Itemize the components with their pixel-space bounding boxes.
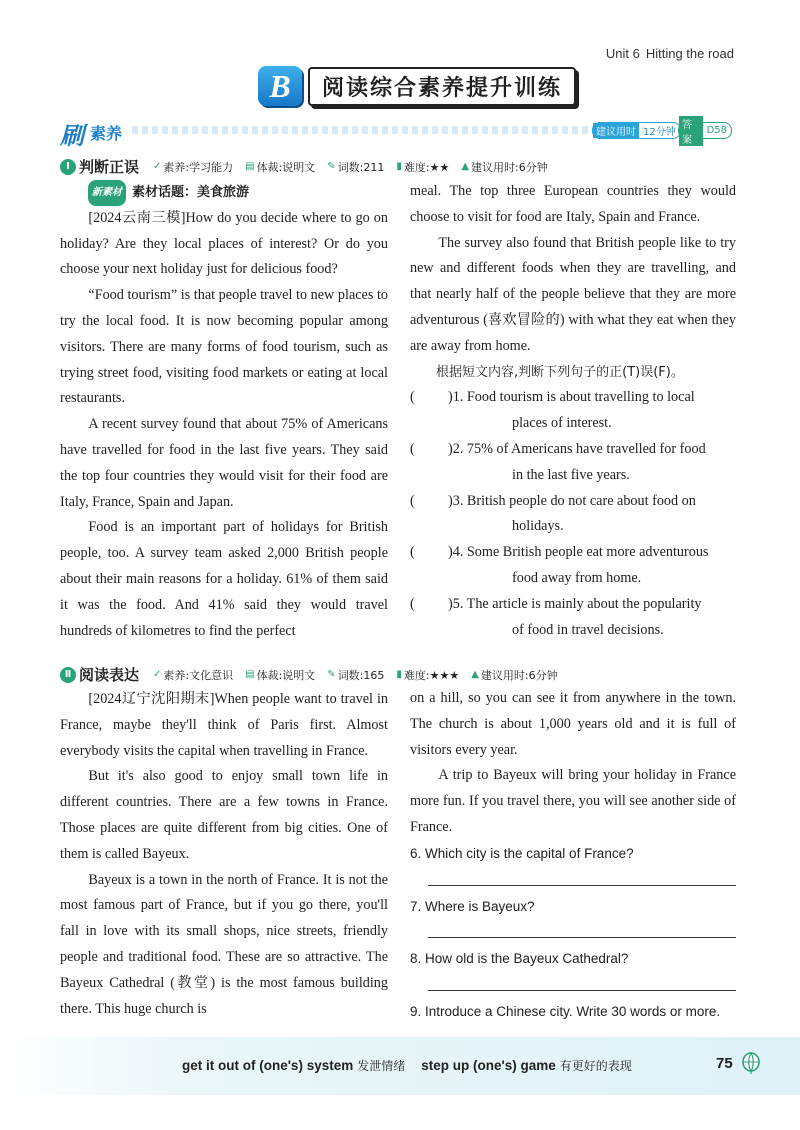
- bars-icon: ▮: [396, 669, 402, 680]
- time-label: 建议用时: [593, 123, 639, 138]
- section1-number: Ⅰ: [60, 159, 76, 175]
- question-text: British people do not care about food on: [466, 492, 696, 509]
- question-number: )1.: [448, 389, 464, 406]
- answer-paren[interactable]: (: [410, 389, 415, 406]
- section-bar: [60, 116, 732, 150]
- question-text-cont: of food in travel decisions.: [512, 621, 664, 638]
- meta-item: [327, 159, 384, 175]
- answer-line[interactable]: [428, 937, 736, 938]
- unit-number: Unit 6: [605, 46, 640, 61]
- tf-question: [410, 489, 736, 541]
- meta-text: 建议用时:6分钟: [471, 160, 548, 174]
- meta-item: [153, 159, 233, 175]
- meta-text: 难度:★★: [403, 160, 450, 174]
- answer-line[interactable]: [428, 990, 736, 991]
- time-value: 12分钟: [643, 127, 676, 138]
- pen-icon: ✎: [327, 161, 336, 172]
- answer-paren[interactable]: (: [410, 544, 415, 561]
- meta-text: 素养:学习能力: [163, 160, 234, 174]
- title-text: 阅读综合素养提升训练: [308, 67, 576, 106]
- tf-question: [410, 385, 736, 437]
- leaf-icon: ✓: [153, 669, 162, 680]
- new-material-badge: 新素材: [88, 180, 126, 206]
- paragraph: A recent survey found that about 75% of Americans have travelled for food in the last five years. They said the top four countries they would visit for their food are Italy, France, Spain and Japan.: [60, 416, 388, 510]
- phrase-2-cn: 有更好的表现: [559, 1059, 632, 1073]
- leaf-icon: ✓: [153, 161, 162, 172]
- book-icon: ▤: [245, 669, 255, 680]
- answer-paren[interactable]: (: [410, 492, 415, 509]
- section1-left-column: [60, 180, 388, 644]
- section1-right-column: [410, 179, 736, 643]
- tf-question: [410, 540, 736, 592]
- paragraph: “Food tourism” is that people travel to new places to try the local food. It is now becoming popular among visitors. There are many forms of food tourism, such as trying street food, visiting food markets or eating at local restaurants.: [60, 287, 388, 407]
- topic-line: [88, 180, 388, 206]
- paragraph: The survey also found that British people like to try new and different foods when they are travelling, and that nearly half of the people believe that they are more adventurous (喜欢冒险的) with what they eat when they are away from home.: [410, 234, 736, 354]
- section2-head: [60, 664, 570, 685]
- question-text: Food tourism is about travelling to local: [466, 389, 695, 406]
- section2-right-column: [410, 686, 736, 1052]
- question-text-cont: places of interest.: [512, 415, 612, 432]
- meta-text: 体裁:说明文: [256, 668, 316, 682]
- meta-item: [396, 667, 459, 683]
- answer-line[interactable]: [428, 885, 736, 886]
- paragraph: Bayeux is a town in the north of France. It is not the most famous part of France, but if you go there, you'll fall in love with its small shops, nice streets, friendly people and traditional food. These are so attractive. The Bayeux Cathedral (教堂) is the most famous building there. This huge church is: [60, 871, 388, 1017]
- meta-text: 建议用时:6分钟: [480, 668, 558, 682]
- paragraph: on a hill, so you can see it from anywhere in the town. The church is about 1,000 years old and it is full of visitors every year.: [410, 690, 736, 758]
- phrase-1-cn: 发泄情绪: [357, 1059, 406, 1073]
- title-letter-badge: B: [258, 66, 302, 106]
- topic-text: 素材话题：美食旅游: [132, 185, 250, 200]
- paragraph: Food is an important part of holidays for British people, too. A survey team asked 2,000 British people about their main reasons for a holiday. 61% of them said it was the food. And 41% said they would travel hundreds of kilometres to find the perfect: [60, 519, 388, 639]
- meta-item: [153, 667, 233, 683]
- question-text: Some British people eat more adventurous: [466, 544, 709, 561]
- question-number: )3.: [448, 492, 464, 509]
- question-text: 75% of Americans have travelled for food: [466, 440, 706, 457]
- page-number: 75: [716, 1055, 733, 1072]
- question-number: )2.: [448, 440, 464, 457]
- phrase-1: get it out of (one's) system: [182, 1058, 354, 1073]
- answer-paren[interactable]: (: [410, 440, 415, 457]
- open-question: 9. Introduce a Chinese city. Write 30 words or more.: [410, 1004, 721, 1020]
- meta-text: 词数:165: [337, 668, 385, 682]
- section2-left-column: [60, 687, 388, 1022]
- answer-value: D58: [706, 125, 727, 136]
- paragraph: [2024云南三模]How do you decide where to go on holiday? Are they local places of interest? Or do you choose your next holiday just for delicious food?: [60, 209, 388, 278]
- meta-text: 体裁:说明文: [256, 160, 316, 174]
- open-question: 7. Where is Bayeux?: [410, 898, 535, 914]
- paragraph: [2024辽宁沈阳期末]When people want to travel in France, maybe they'll think of Paris first. Almost everybody visits the capital when travelling in France.: [60, 691, 388, 759]
- question-text-cont: in the last five years.: [512, 466, 630, 483]
- question-number: )5.: [448, 595, 464, 612]
- paragraph: But it's also good to enjoy small town life in different countries. There are a few towns in France. Those places are quite different from big cities. One of them is called Bayeux.: [60, 768, 388, 862]
- section1-head: [60, 156, 560, 177]
- meta-item: [461, 159, 547, 175]
- meta-text: 难度:★★★: [403, 668, 460, 682]
- bars-icon: ▮: [396, 161, 402, 172]
- footer-phrases: [182, 1057, 648, 1074]
- unit-title: Hitting the road: [645, 46, 734, 61]
- meta-text: 素养:文化意识: [163, 668, 234, 682]
- meta-item: [396, 159, 449, 175]
- pen-icon: ✎: [327, 669, 336, 680]
- section2-title: 阅读表达: [79, 666, 140, 684]
- answer-label: 答案: [679, 116, 703, 146]
- phrase-2: step up (one's) game: [421, 1058, 556, 1073]
- tf-question: [410, 437, 736, 489]
- page-footer: [0, 1037, 800, 1095]
- meta-text: 词数:211: [337, 160, 385, 174]
- unit-label: [606, 46, 734, 61]
- open-question: 6. Which city is the capital of France?: [410, 845, 634, 861]
- meta-item: [245, 667, 315, 683]
- section1-title: 判断正误: [79, 158, 140, 176]
- question-text: The article is mainly about the popularity: [466, 595, 702, 612]
- meta-item: [471, 667, 557, 683]
- open-question: 8. How old is the Bayeux Cathedral?: [410, 951, 629, 967]
- meta-item: [245, 159, 315, 175]
- paragraph: meal. The top three European countries they would choose to visit for food are Italy, Spain and France.: [410, 183, 736, 225]
- question-text-cont: food away from home.: [512, 569, 642, 586]
- question-number: )4.: [448, 544, 464, 561]
- decorative-stripes: [132, 126, 644, 134]
- person-icon: ▲: [471, 669, 479, 680]
- person-icon: ▲: [461, 161, 470, 172]
- section2-number: Ⅱ: [60, 667, 76, 683]
- balloon-icon: [740, 1052, 762, 1074]
- tf-question: [410, 592, 736, 644]
- meta-item: [327, 667, 384, 683]
- instruction: 根据短文内容,判断下列句子的正(T)误(F)。: [436, 364, 684, 380]
- paragraph: A trip to Bayeux will bring your holiday in France more fun. If you travel there, you will see another side of France.: [410, 767, 736, 835]
- time-badge: [592, 122, 681, 139]
- shua-logo: 刷: [60, 122, 84, 150]
- book-icon: ▤: [245, 161, 255, 172]
- answer-paren[interactable]: (: [410, 595, 415, 612]
- question-text-cont: holidays.: [512, 518, 564, 535]
- page-title: [258, 66, 576, 106]
- answer-badge: [678, 119, 732, 146]
- shua-logo-sub: 素养: [90, 124, 123, 143]
